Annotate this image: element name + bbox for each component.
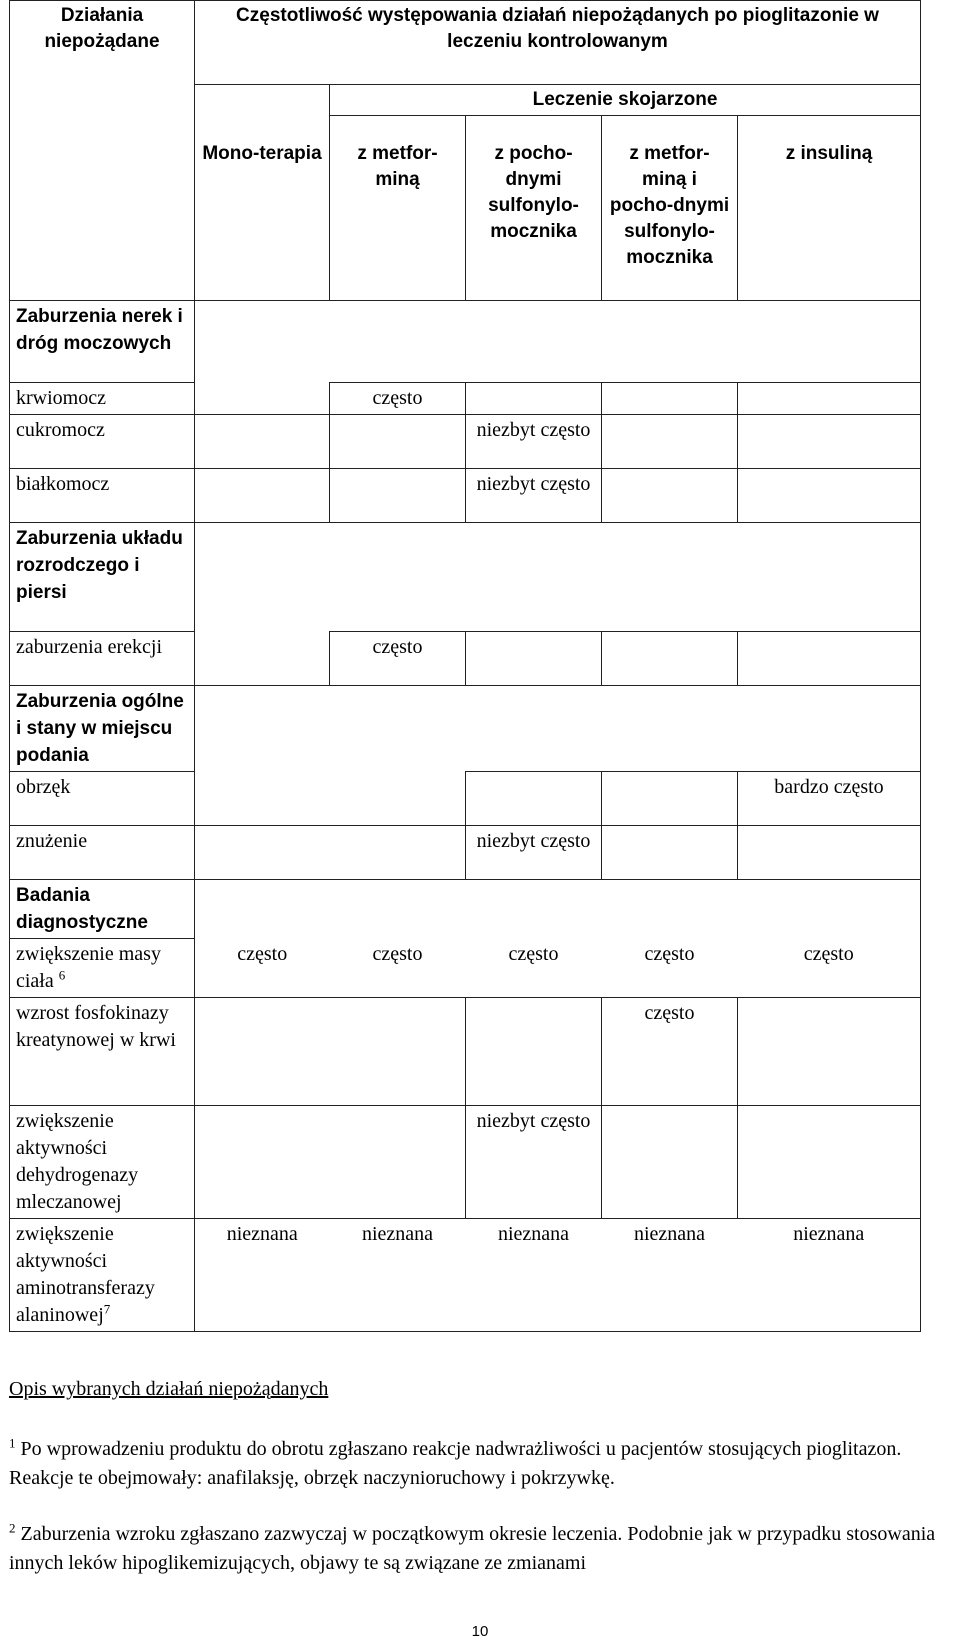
mono-header-top — [195, 85, 330, 116]
cell-alat-metformin-sulfonyl: nieznana — [602, 1219, 738, 1332]
cell-erekcja-metformin: często — [330, 632, 466, 686]
cell-cukromocz-sulfonyl: niezbyt często — [466, 415, 602, 469]
cell-fosfokinaza-metformin-sulfonyl: często — [602, 998, 738, 1106]
row-label-alat: zwiększenie aktywności aminotransferazy alaninowej$^7$ — [10, 1219, 195, 1332]
col-insulin: z insuliną — [738, 116, 921, 301]
col-metformin: z metfor-miną — [330, 116, 466, 301]
row-label-erekcja: zaburzenia erekcji — [10, 632, 195, 686]
col-sulfonyl: z pocho-dnymi sulfonylo-mocznika — [466, 116, 602, 301]
cell-znuzenie-sulfonyl: niezbyt często — [466, 826, 602, 880]
group-diagnostic: Badania diagnostyczne — [10, 880, 195, 939]
footnote-2: $^2$ Zaburzenia wzroku zgłaszano zazwyczaj w początkowym okresie leczenia. Podobnie jak w przypadku stosowania innych leków hipoglikemizujących, objawy te są związane ze zmianami — [9, 1520, 936, 1574]
col-metformin-sulfonyl: z metfor-miną i pocho-dnymi sulfonylo-mocznika — [602, 116, 738, 301]
cell-alat-metformin: nieznana — [330, 1219, 466, 1332]
cell-alat-mono: nieznana — [195, 1219, 330, 1332]
row-label-fosfokinaza: wzrost fosfokinazy kreatynowej w krwi — [10, 998, 195, 1106]
col-header-adverse: Działania niepożądane — [10, 1, 195, 301]
cell-masa-metformin-sulfonyl: często — [602, 939, 738, 998]
group-reproductive: Zaburzenia układu rozrodczego i piersi — [10, 523, 195, 632]
row-label-krwiomocz: krwiomocz — [10, 383, 195, 415]
cell-masa-sulfonyl: często — [466, 939, 602, 998]
row-label-cukromocz: cukromocz — [10, 415, 195, 469]
group-general: Zaburzenia ogólne i stany w miejscu podania — [10, 686, 195, 772]
section-title: Opis wybranych działań niepożądanych — [9, 1378, 329, 1400]
footnote-1: $^1$ Po wprowadzeniu produktu do obrotu zgłaszano reakcje nadwrażliwości u pacjentów stosujących pioglitazon. Reakcje te obejmowały: anafilaksję, obrzęk naczynioruchowy i pokrzywkę. — [9, 1435, 902, 1489]
row-label-bialkomocz: białkomocz — [10, 469, 195, 523]
frequency-header: Częstotliwość występowania działań niepożądanych po pioglitazonie w leczeniu kontrolowanym — [195, 1, 921, 85]
adverse-reactions-table — [9, 0, 921, 1332]
cell-alat-insulin: nieznana — [738, 1219, 921, 1332]
row-label-znuzenie: znużenie — [10, 826, 195, 880]
cell-obrzek-insulin: bardzo często — [738, 772, 921, 826]
cell-krwiomocz-metformin: często — [330, 383, 466, 415]
cell-masa-mono: często — [195, 939, 330, 998]
group-kidney: Zaburzenia nerek i dróg moczowych — [10, 301, 195, 383]
row-label-masa: zwiększenie masy ciała $^6$ — [10, 939, 195, 998]
combo-header: Leczenie skojarzone — [330, 85, 921, 116]
page-number: 10 — [471, 1623, 489, 1640]
col-mono: Mono-terapia — [195, 116, 330, 301]
cell-masa-insulin: często — [738, 939, 921, 998]
cell-alat-sulfonyl: nieznana — [466, 1219, 602, 1332]
row-label-obrzek: obrzęk — [10, 772, 195, 826]
cell-masa-metformin: często — [330, 939, 466, 998]
cell-ldh-sulfonyl: niezbyt często — [466, 1106, 602, 1219]
cell-bialkomocz-sulfonyl: niezbyt często — [466, 469, 602, 523]
row-label-ldh: zwiększenie aktywności dehydrogenazy mleczanowej — [10, 1106, 195, 1219]
